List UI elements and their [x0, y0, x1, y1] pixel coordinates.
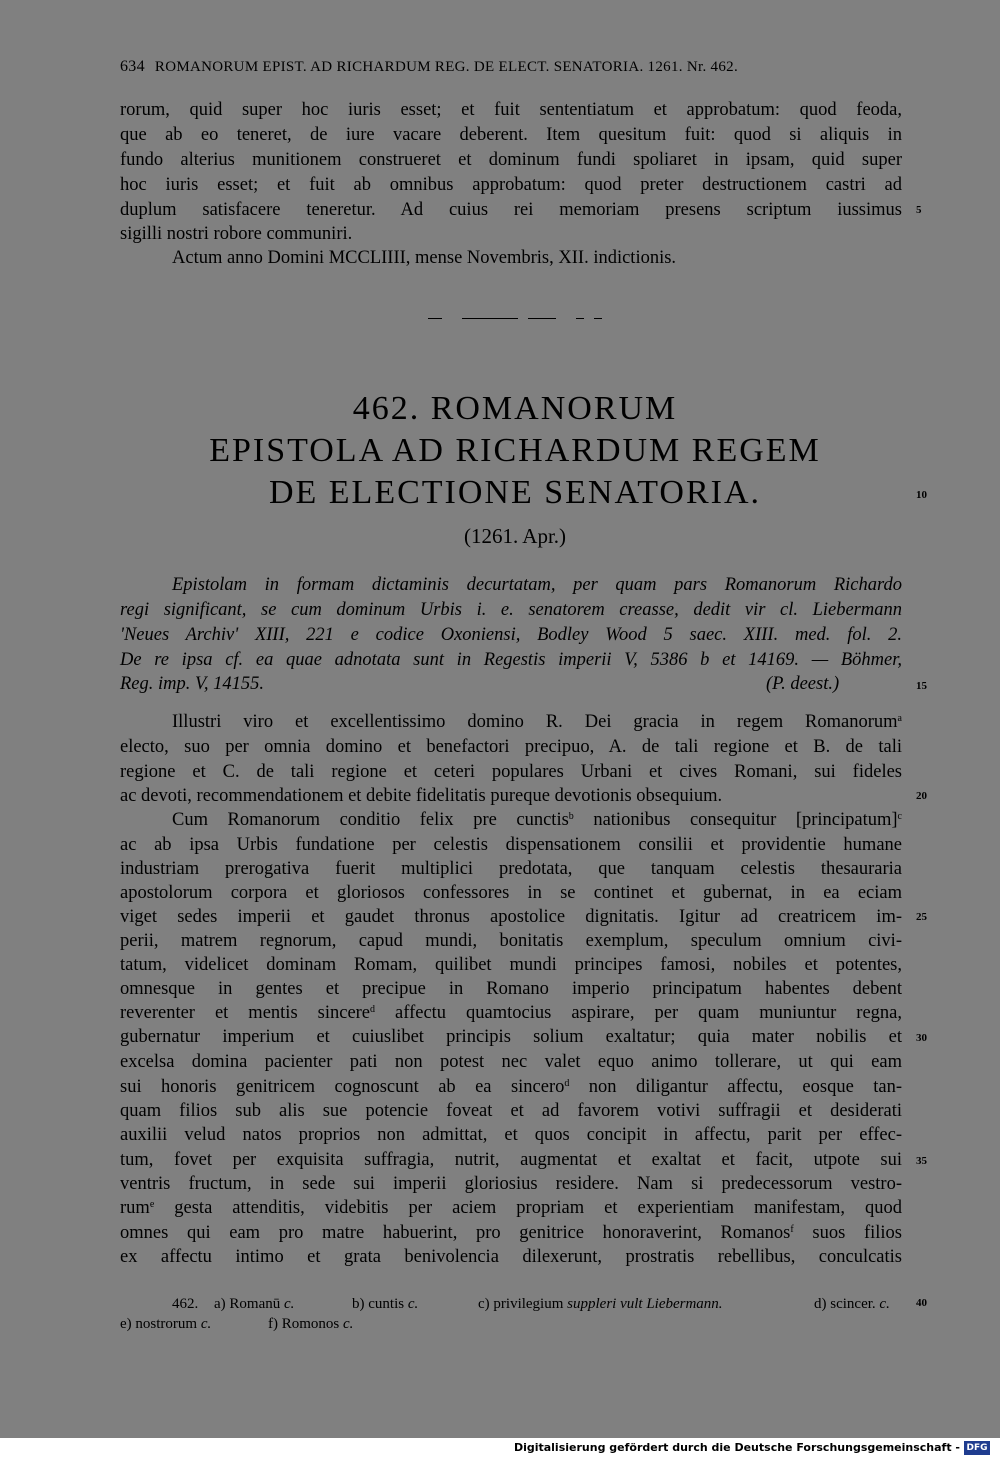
text-line: fundo alterius munitionem construeret et dominum fundi spoliaret in ipsam, quid super: [120, 150, 902, 170]
page-number: 634: [120, 58, 145, 75]
body-line: ex affectu intimo et grata benivolencia dilexerunt, prostratis rebellibus, conculcatis: [120, 1247, 902, 1267]
body-line: regione et C. de tali regione et ceteri populares Urbani et cives Romani, sui fideles: [120, 762, 902, 782]
text-line: duplum satisfacere teneretur. Ad cuius rei memoriam presens scriptum iussimus: [120, 200, 902, 220]
intro-line: regi significant, se cum dominum Urbis i. e. senatorem creasse, dedit vir cl. Liebermann: [120, 600, 902, 620]
body-line: Illustri viro et excellentissimo domino R. Dei gracia in regem Romanorum$^a$: [172, 712, 902, 732]
running-title: ROMANORUM EPIST. AD RICHARDUM REG. DE ELECT. SENATORIA. 1261. Nr. 462.: [154, 59, 739, 75]
line-number: 5: [916, 204, 922, 216]
body-line: omnesque in gentes et precipue in Romano imperio principatum habentes debent: [120, 979, 902, 999]
footnote-c: c) privilegium suppleri vult Liebermann.: [478, 1296, 723, 1312]
line-number: 25: [916, 911, 927, 923]
body-line: omnes qui eam pro matre habuerint, pro genitrice honoraverint, Romanos$^f$ suos filios: [120, 1223, 902, 1243]
intro-line: Epistolam in formam dictaminis decurtatam, per quam pars Romanorum Richardo: [172, 575, 902, 595]
footnote-number: 462.: [172, 1296, 199, 1312]
running-header: [120, 58, 860, 76]
body-line: ac ab ipsa Urbis fundatione per celestis dispensationem consilii et providentie humane: [120, 835, 902, 855]
text-line: sigilli nostri robore communiri.: [120, 224, 353, 244]
intro-source-note: (P. deest.): [766, 674, 840, 694]
footnote-a: a) Romanū c.: [214, 1296, 295, 1312]
dating-line: Actum anno Domini MCCLIIII, mense Novembris, XII. indictionis.: [172, 248, 677, 268]
text-line: hoc iuris esset; et fuit ab omnibus approbatum: quod preter destructionem castri ad: [120, 175, 902, 195]
footnote-b: b) cuntis c.: [352, 1296, 419, 1312]
body-line: gubernatur imperium et cuiuslibet principis solium exaltatur; quia mater nobilis et: [120, 1027, 902, 1047]
footnote-d: d) scincer. c.: [814, 1296, 890, 1312]
body-line: perii, matrem regnorum, capud mundi, bonitatis exemplum, speculum omnium civi-: [120, 931, 902, 951]
line-number: 30: [916, 1032, 927, 1044]
line-number: 40: [916, 1297, 927, 1309]
body-line: tatum, videlicet dominam Romam, quilibet mundi principes famosi, nobiles et potentes,: [120, 955, 902, 975]
document-date: (1261. Apr.): [463, 524, 567, 548]
body-line: apostolorum corpora et gloriosos confessores in se continet et gubernat, in ea eciam: [120, 883, 902, 903]
document-title-line-3: DE ELECTIONE SENATORIA.: [268, 474, 762, 511]
intro-line: 'Neues Archiv' XIII, 221 e codice Oxoniensi, Bodley Wood 5 saec. XIII. med. fol. 2.: [120, 625, 902, 645]
body-line: auxilii velud natos proprios non admittat, et quos concipit in affectu, parit per effec-: [120, 1125, 902, 1145]
line-number: 15: [916, 680, 927, 692]
body-line: viget sedes imperii et gaudet thronus apostolice dignitatis. Igitur ad creatricem im-: [120, 907, 902, 927]
body-line: excelsa domina pacienter pati non potest nec valet equo animo tollerare, ut qui eam: [120, 1052, 902, 1072]
body-line: ac devoti, recommendationem et debite fidelitatis pureque devotionis obsequium.: [120, 786, 723, 806]
body-line: electo, suo per omnia domino et benefactori precipuo, A. de tali regione et B. de tali: [120, 737, 902, 757]
document-title-line-2: EPISTOLA AD RICHARDUM REGEM: [209, 432, 821, 469]
body-line: quam filios sub alis sue potencie foveat et ad favorem votivi suffragii et desiderati: [120, 1101, 902, 1121]
body-line: rum$^e$ gesta attenditis, videbitis per aciem propriam et experientiam manifestam, quod: [120, 1198, 902, 1218]
intro-line: De re ipsa cf. ea quae adnotata sunt in Regestis imperii V, 5386 b et 14169. — Böhmer,: [120, 650, 902, 670]
dfg-logo: DFG: [964, 1441, 990, 1455]
text-line: que ab eo teneret, de iure vacare deberent. Item quesitum fuit: quod si aliquis in: [120, 125, 902, 145]
body-line: ventris fructum, in sede sui imperii gloriosius residere. Nam si predecessorum vestro-: [120, 1174, 902, 1194]
footnote-e: e) nostrorum c.: [120, 1316, 212, 1332]
body-line: reverenter et mentis sincere$^d$ affectu quamtocius aspirare, per quam muniuntur regna,: [120, 1003, 902, 1023]
body-line: tum, fovet per exquisita suffragia, nutrit, augmentat et exaltat et facit, utpote sui: [120, 1150, 902, 1170]
digitization-footer: [0, 1438, 1000, 1459]
intro-line: Reg. imp. V, 14155.: [120, 674, 265, 694]
line-number: 10: [916, 489, 927, 501]
text-line: rorum, quid super hoc iuris esset; et fuit sententiatum et approbatum: quod feoda,: [120, 100, 902, 120]
body-line: industriam prerogativa fuerit multiplici predotata, que tanquam celestis thesauraria: [120, 859, 902, 879]
line-number: 20: [916, 790, 927, 802]
body-line: Cum Romanorum conditio felix pre cunctis$^b$ nationibus consequitur [principatum]$^c$: [172, 810, 902, 830]
footnote-f: f) Romonos c.: [268, 1316, 354, 1332]
body-line: sui honoris genitricem cognoscunt ab ea sincero$^d$ non diligantur affectu, eosque tan-: [120, 1077, 902, 1097]
funding-notice: Digitalisierung gefördert durch die Deutsche Forschungsgemeinschaft -: [513, 1441, 960, 1454]
line-number: 35: [916, 1155, 927, 1167]
document-title-line-1: 462. ROMANORUM: [352, 390, 678, 427]
